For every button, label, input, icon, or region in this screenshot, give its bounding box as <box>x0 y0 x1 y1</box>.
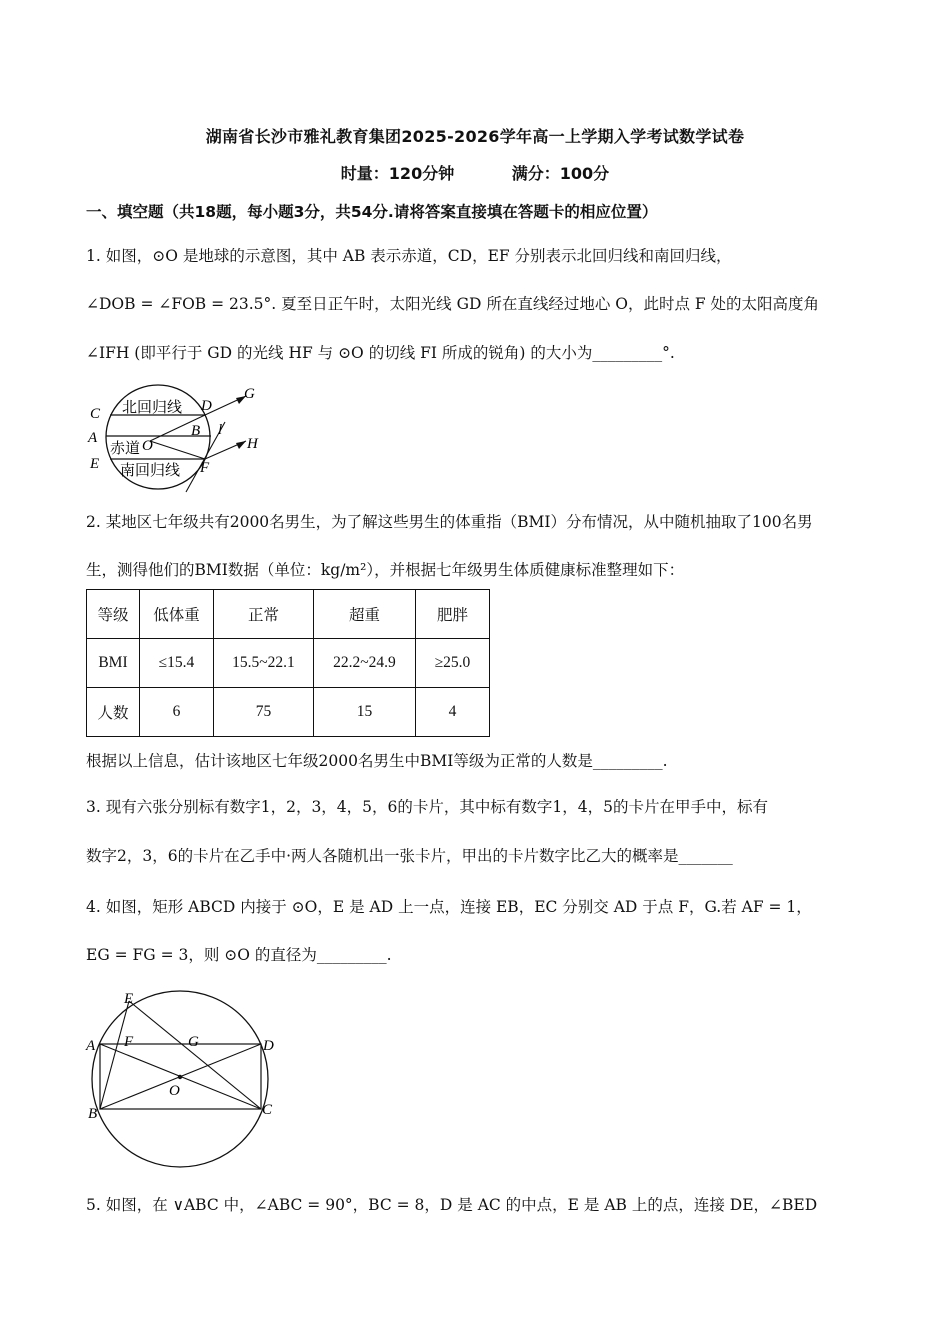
table-cell: 15.5~22.1 <box>214 639 314 688</box>
table-cell: 正常 <box>214 590 314 639</box>
fig-label-B: B <box>88 1106 98 1122</box>
bmi-table <box>86 589 490 737</box>
q3-line2: 数字2，3，6的卡片在乙手中·两人各随机出一张卡片，甲出的卡片数字比乙大的概率是_______ <box>86 847 733 865</box>
fig-label-E: E <box>124 991 134 1007</box>
q2-line3: 根据以上信息，估计该地区七年级2000名男生中BMI等级为正常的人数是_________. <box>86 752 668 770</box>
q5-line1: 5. 如图，在 ∨ABC 中，∠ABC = 90°，BC = 8，D 是 AC 的中点，E 是 AB 上的点，连接 DE，∠BED <box>86 1196 818 1214</box>
fig-label-H: H <box>247 436 258 452</box>
fig-equator-label: 赤道 <box>110 439 141 457</box>
fig-label-F: F <box>124 1034 134 1050</box>
fig-label-D: D <box>201 398 212 414</box>
fig-label-G: G <box>188 1034 199 1050</box>
fig-label-A: A <box>88 430 98 446</box>
table-cell: 15 <box>314 688 416 737</box>
table-cell: 22.2~24.9 <box>314 639 416 688</box>
table-row <box>87 688 490 737</box>
q4-line1: 4. 如图，矩形 ABCD 内接于 ⊙O，E 是 AD 上一点，连接 EB，EC 分别交 AD 于点 F，G.若 AF = 1， <box>86 898 812 916</box>
section-heading: 一、填空题（共18题，每小题3分，共54分.请将答案直接填在答题卡的相应位置） <box>86 203 658 221</box>
fig-north-label: 北回归线 <box>122 398 183 416</box>
table-cell: 低体重 <box>140 590 214 639</box>
q1-line3: ∠IFH (即平行于 GD 的光线 HF 与 ⊙O 的切线 FI 所成的锐角) 的大小为_________°. <box>86 344 675 362</box>
q4-circle-figure <box>84 988 284 1170</box>
q1-line1: 1. 如图，⊙O 是地球的示意图，其中 AB 表示赤道，CD，EF 分别表示北回归线和南回归线， <box>86 247 732 265</box>
time-limit: 时量：120分钟 <box>340 164 455 183</box>
q1-earth-figure <box>86 382 266 494</box>
table-cell: 超重 <box>314 590 416 639</box>
fig-label-G: G <box>244 386 255 402</box>
fig-label-E: E <box>90 456 100 472</box>
exam-info <box>0 161 950 184</box>
fig-label-A: A <box>86 1038 96 1054</box>
table-row <box>87 639 490 688</box>
table-cell: 人数 <box>87 688 140 737</box>
q4-line2: EG = FG = 3，则 ⊙O 的直径为_________. <box>86 946 392 964</box>
fig-label-B: B <box>191 423 201 439</box>
table-cell: 肥胖 <box>416 590 490 639</box>
q2-line2: 生，测得他们的BMI数据（单位：kg/m²），并根据七年级男生体质健康标准整理如下： <box>86 561 685 579</box>
table-cell: BMI <box>87 639 140 688</box>
fig-south-label: 南回归线 <box>120 461 181 479</box>
fig-label-O: O <box>142 438 153 454</box>
table-row <box>87 590 490 639</box>
q3-line1: 3. 现有六张分别标有数字1，2，3，4，5，6的卡片，其中标有数字1，4，5的卡片在甲手中，标有 <box>86 798 768 816</box>
fig-label-F: F <box>200 460 210 476</box>
q2-line1: 2. 某地区七年级共有2000名男生，为了解这些男生的体重指（BMI）分布情况，从中随机抽取了100名男 <box>86 513 813 531</box>
table-cell: 6 <box>140 688 214 737</box>
table-cell: 75 <box>214 688 314 737</box>
fig-label-D: D <box>263 1038 274 1054</box>
table-cell: ≥25.0 <box>416 639 490 688</box>
page-title: 湖南省长沙市雅礼教育集团2025-2026学年高一上学期入学考试数学试卷 <box>205 127 745 146</box>
fig-label-C: C <box>90 406 101 422</box>
fig-label-l: l <box>218 422 223 438</box>
table-cell: ≤15.4 <box>140 639 214 688</box>
full-score: 满分：100分 <box>511 164 610 183</box>
table-cell: 等级 <box>87 590 140 639</box>
fig-label-O: O <box>169 1083 180 1099</box>
fig-label-C: C <box>262 1102 273 1118</box>
table-cell: 4 <box>416 688 490 737</box>
q1-line2: ∠DOB = ∠FOB = 23.5°. 夏至日正午时，太阳光线 GD 所在直线经过地心 O，此时点 F 处的太阳高度角 <box>86 295 820 313</box>
